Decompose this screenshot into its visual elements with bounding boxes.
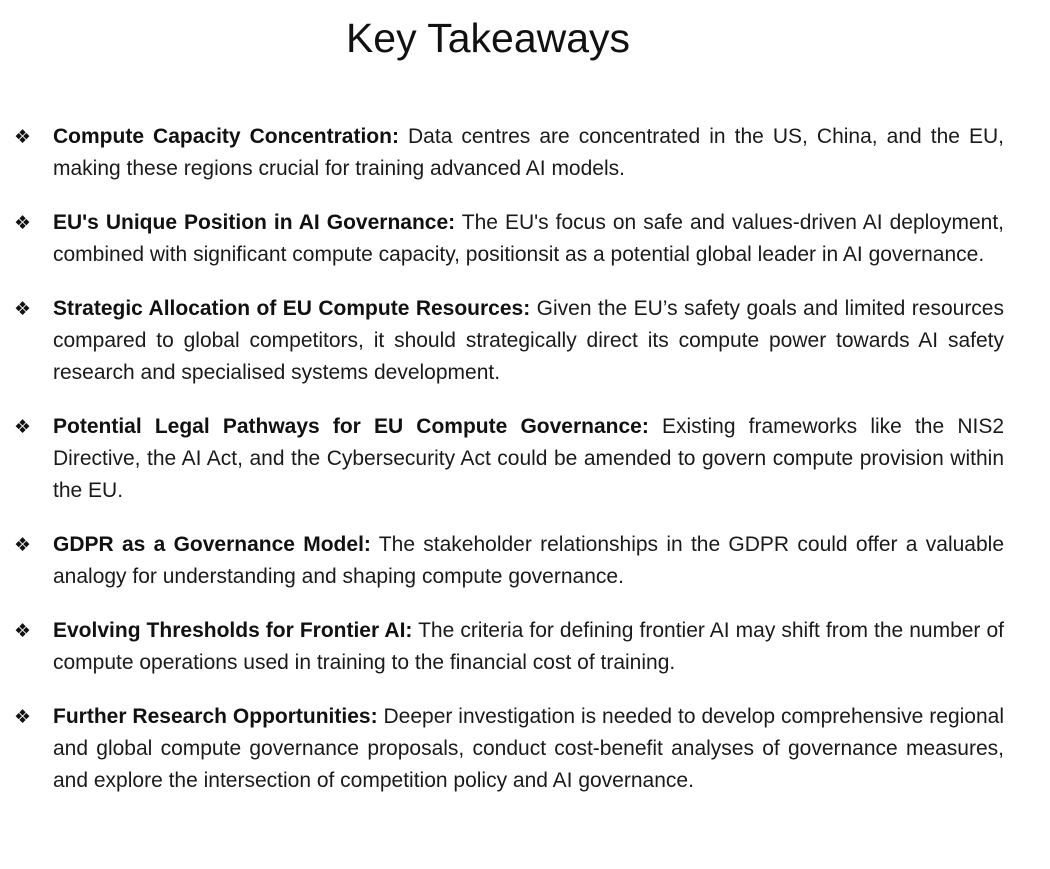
item-body: Data centres are concentrated in the US, China, and the EU, making these regions crucial for training advanced AI models. [53, 125, 1005, 180]
diamond-bullet-icon: ❖ [14, 706, 32, 728]
item-body: The criteria for defining frontier AI may shift from the number of compute operations used in training to the financial cost of training. [53, 619, 1004, 674]
item-text [53, 529, 1004, 593]
list-item [14, 121, 1004, 185]
item-heading: GDPR as a Governance Model: [53, 533, 371, 556]
diamond-bullet-icon: ❖ [14, 212, 32, 234]
list-item [14, 411, 1004, 507]
diamond-bullet-icon: ❖ [14, 534, 32, 556]
list-item [14, 207, 1004, 271]
item-body: Existing frameworks like the NIS2 Directive, the AI Act, and the Cybersecurity Act could be amended to govern compute provision within the EU. [53, 415, 1004, 502]
item-text [53, 207, 1004, 271]
item-heading: Evolving Thresholds for Frontier AI: [53, 619, 413, 642]
item-text [53, 615, 1004, 679]
item-text [53, 411, 1004, 507]
diamond-bullet-icon: ❖ [14, 620, 32, 642]
item-body: Deeper investigation is needed to develop comprehensive regional and global compute governance proposals, conduct cost-benefit analyses of governance measures, and explore the intersection of competition policy and AI governance. [53, 705, 1004, 792]
page-title: Key Takeaways [345, 15, 631, 61]
list-item [14, 701, 1004, 797]
item-text [53, 293, 1004, 389]
list-item [14, 293, 1004, 389]
item-heading: Potential Legal Pathways for EU Compute Governance: [53, 415, 649, 438]
item-heading: Further Research Opportunities: [53, 705, 378, 728]
item-text [53, 701, 1004, 797]
item-body: Given the EU’s safety goals and limited resources compared to global competitors, it should strategically direct its compute power towards AI safety research and specialised systems development. [53, 297, 1004, 384]
list-item [14, 529, 1004, 593]
diamond-bullet-icon: ❖ [14, 298, 32, 320]
diamond-bullet-icon: ❖ [14, 126, 32, 148]
item-heading: Strategic Allocation of EU Compute Resources: [53, 297, 531, 320]
item-body: The EU's focus on safe and values-driven AI deployment, combined with significant compute capacity, positionsit as a potential global leader in AI governance. [53, 211, 1004, 266]
item-body: The stakeholder relationships in the GDPR could offer a valuable analogy for understanding and shaping compute governance. [53, 533, 1004, 588]
item-text [53, 121, 1004, 185]
diamond-bullet-icon: ❖ [14, 416, 32, 438]
takeaways-list [14, 121, 1004, 819]
item-heading: EU's Unique Position in AI Governance: [53, 211, 456, 234]
list-item [14, 615, 1004, 679]
item-heading: Compute Capacity Concentration: [53, 125, 399, 148]
